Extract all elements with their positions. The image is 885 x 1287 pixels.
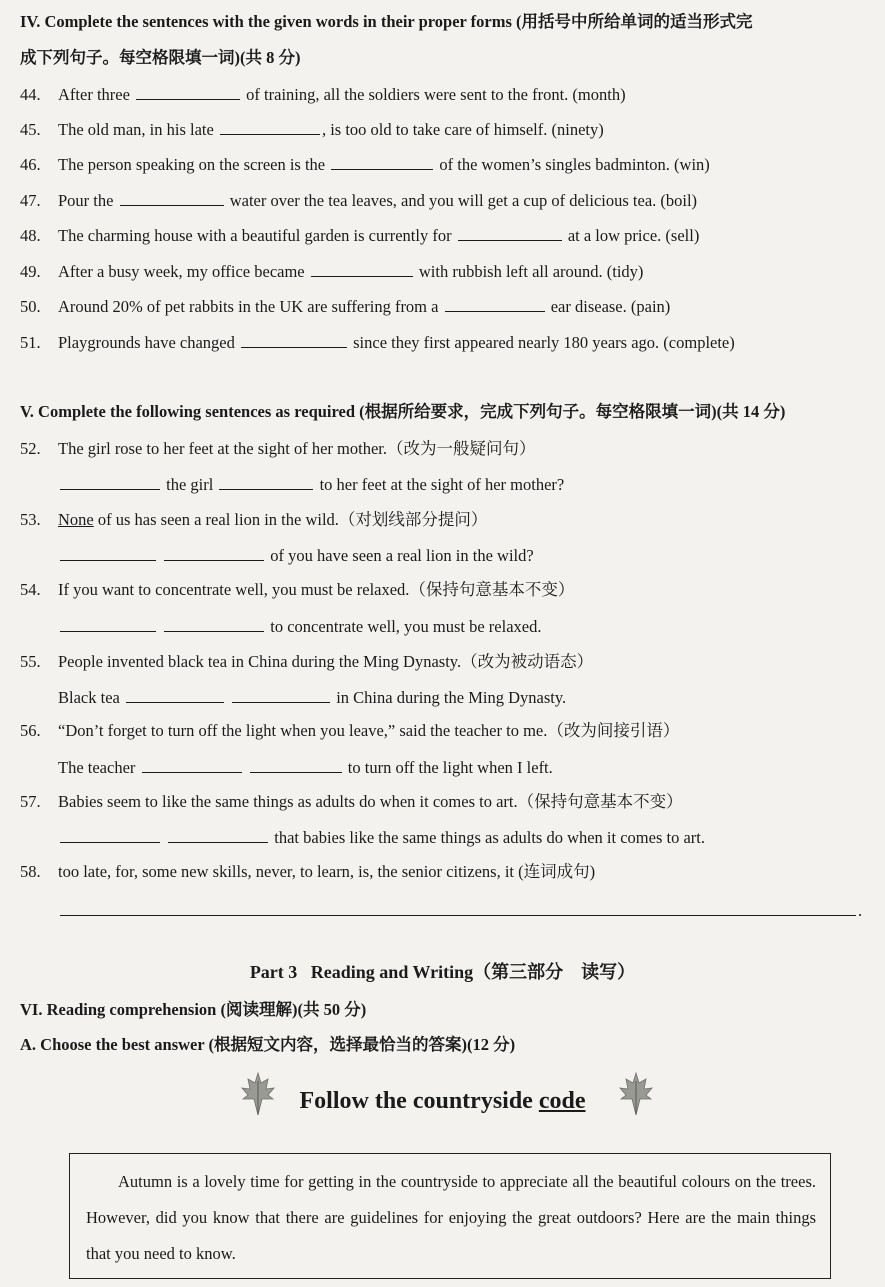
underlined-word: None bbox=[58, 510, 94, 529]
question-46: 46. The person speaking on the screen is the of the women’s singles badminton. (win) bbox=[20, 152, 710, 177]
question-54: 54. If you want to concentrate well, you must be relaxed.（保持句意基本不变） bbox=[20, 580, 575, 599]
answer-blank[interactable] bbox=[164, 614, 264, 632]
answer-blank[interactable] bbox=[232, 685, 330, 703]
answer-line-57: that babies like the same things as adults do when it comes to art. bbox=[58, 825, 705, 850]
answer-line-56: The teacher to turn off the light when I left. bbox=[58, 755, 553, 780]
section6-sub-a: A. Choose the best answer (根据短文内容，选择最恰当的答案)(12 分) bbox=[20, 1035, 516, 1054]
answer-blank[interactable] bbox=[241, 330, 347, 348]
section5-title: V. Complete the following sentences as required (根据所给要求，完成下列句子。每空格限填一词)(共 14 分) bbox=[20, 402, 786, 421]
answer-line-54: to concentrate well, you must be relaxed. bbox=[58, 614, 542, 639]
answer-blank[interactable] bbox=[60, 543, 156, 561]
passage-title: Follow the countryside code bbox=[299, 1088, 586, 1114]
answer-blank[interactable] bbox=[311, 259, 413, 277]
answer-line-55: Black tea in China during the Ming Dynasty. bbox=[58, 685, 566, 710]
answer-blank[interactable] bbox=[458, 223, 562, 241]
answer-blank[interactable] bbox=[220, 117, 320, 135]
question-55: 55. People invented black tea in China during the Ming Dynasty.（改为被动语态） bbox=[20, 652, 594, 671]
answer-blank[interactable] bbox=[120, 188, 224, 206]
answer-blank[interactable] bbox=[136, 82, 240, 100]
answer-blank[interactable] bbox=[168, 825, 268, 843]
question-56: 56. “Don’t forget to turn off the light when you leave,” said the teacher to me.（改为间接引语） bbox=[20, 721, 680, 740]
section6-title: VI. Reading comprehension (阅读理解)(共 50 分) bbox=[20, 1000, 367, 1019]
answer-line-53: of you have seen a real lion in the wild? bbox=[58, 543, 534, 568]
question-47: 47. Pour the water over the tea leaves, and you will get a cup of delicious tea. (boil) bbox=[20, 188, 697, 213]
question-57: 57. Babies seem to like the same things as adults do when it comes to art.（保持句意基本不变） bbox=[20, 792, 683, 811]
question-49: 49. After a busy week, my office became with rubbish left all around. (tidy) bbox=[20, 259, 643, 284]
question-50: 50. Around 20% of pet rabbits in the UK are suffering from a ear disease. (pain) bbox=[20, 294, 670, 319]
question-51: 51. Playgrounds have changed since they first appeared nearly 180 years ago. (complete) bbox=[20, 330, 735, 355]
question-44: 44. After three of training, all the soldiers were sent to the front. (month) bbox=[20, 82, 626, 107]
question-45: 45. The old man, in his late , is too old to take care of himself. (ninety) bbox=[20, 117, 604, 142]
answer-blank[interactable] bbox=[219, 472, 313, 490]
passage-box bbox=[69, 1153, 831, 1279]
answer-blank[interactable] bbox=[164, 543, 264, 561]
answer-blank[interactable] bbox=[250, 755, 342, 773]
part3-heading: Part 3 Reading and Writing（第三部分 读写） bbox=[249, 962, 636, 982]
answer-blank[interactable] bbox=[142, 755, 242, 773]
passage-body: Autumn is a lovely time for getting in the countryside to appreciate all the beautiful colours on the trees. However, did you know that there are guidelines for enjoying the great outdoors? Here are the main things that you need to know. bbox=[86, 1172, 816, 1263]
question-58: 58. too late, for, some new skills, never, to learn, is, the senior citizens, it (连词成句) bbox=[20, 862, 596, 881]
answer-blank[interactable] bbox=[60, 614, 156, 632]
passage-title-underlined: code bbox=[538, 1088, 586, 1114]
answer-line-58: . bbox=[58, 898, 862, 923]
answer-line-52: the girl to her feet at the sight of her mother? bbox=[58, 472, 564, 497]
answer-blank[interactable] bbox=[445, 294, 545, 312]
answer-blank[interactable] bbox=[60, 898, 856, 916]
question-52: 52. The girl rose to her feet at the sight of her mother.（改为一般疑问句） bbox=[20, 439, 536, 458]
section4-title-line2: 成下列句子。每空格限填一词)(共 8 分) bbox=[20, 48, 301, 67]
answer-blank[interactable] bbox=[126, 685, 224, 703]
section4-title-line1: IV. Complete the sentences with the given words in their proper forms (用括号中所给单词的适当形式完 bbox=[20, 12, 753, 31]
question-53: 53. None of us has seen a real lion in the wild.（对划线部分提问） bbox=[20, 510, 488, 529]
answer-blank[interactable] bbox=[60, 472, 160, 490]
answer-blank[interactable] bbox=[60, 825, 160, 843]
question-48: 48. The charming house with a beautiful garden is currently for at a low price. (sell) bbox=[20, 223, 699, 248]
answer-blank[interactable] bbox=[331, 152, 433, 170]
